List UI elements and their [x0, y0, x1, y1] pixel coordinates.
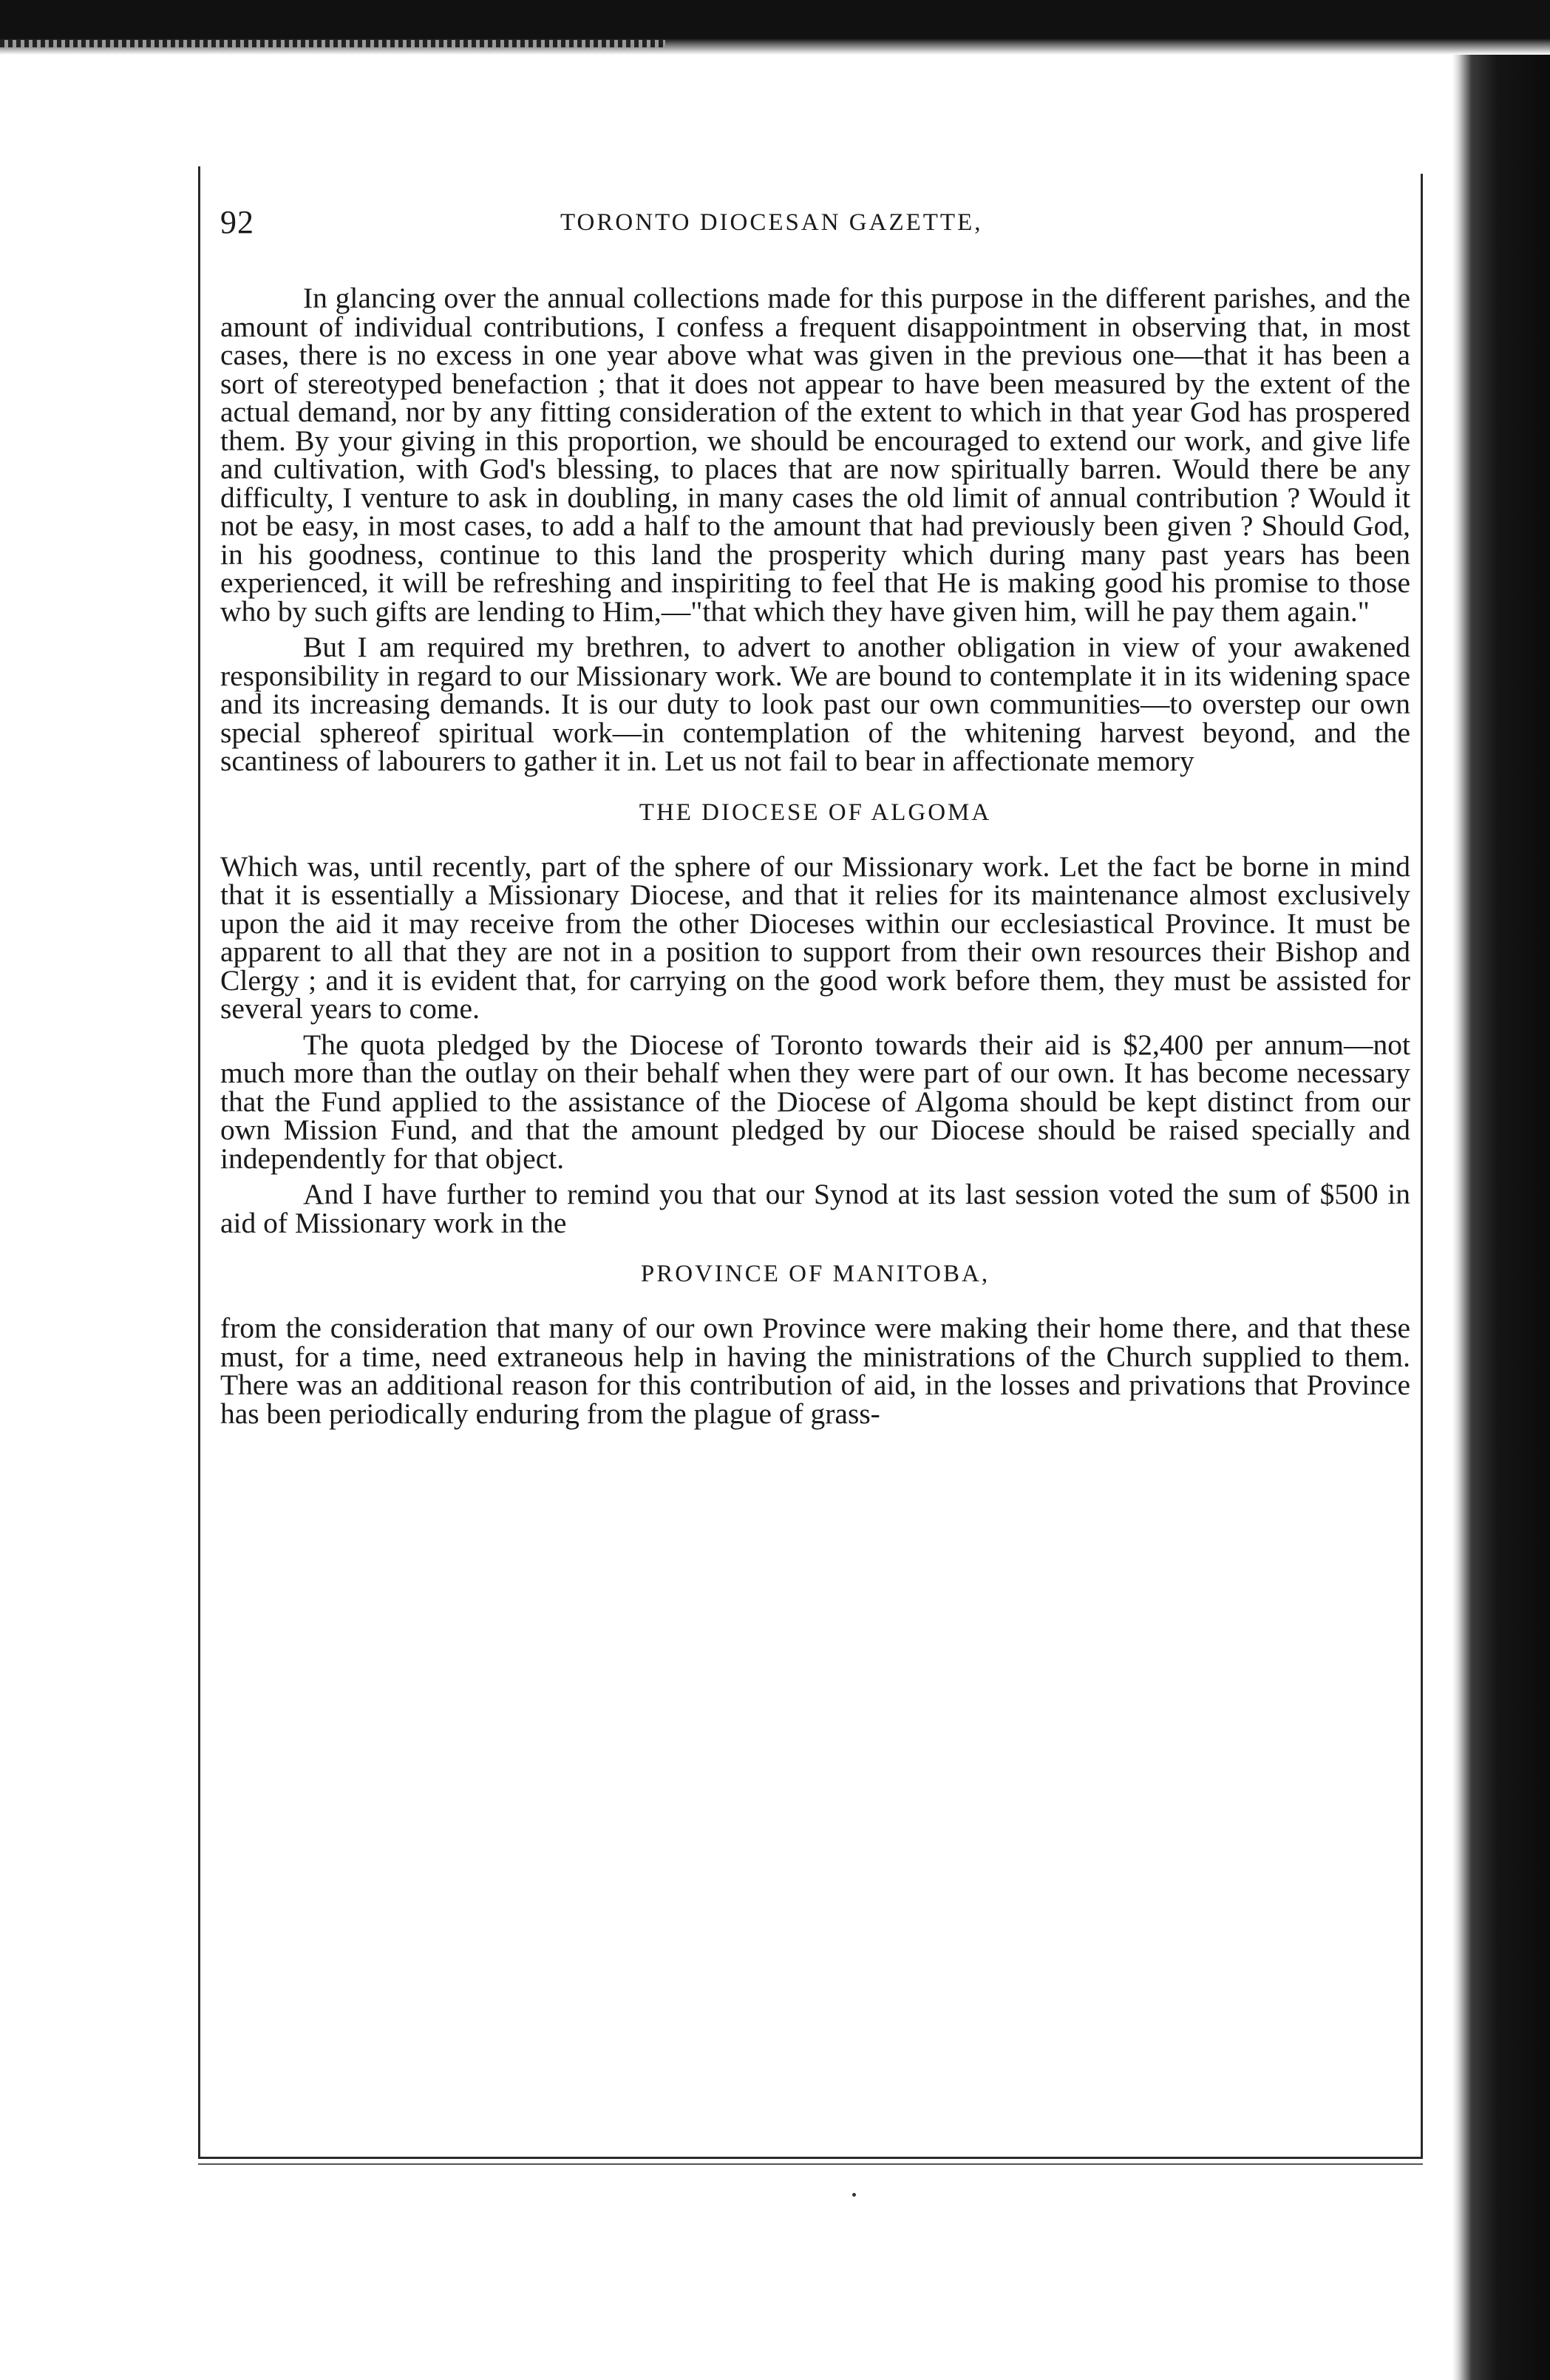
- paragraph: from the consideration that many of our own Province were making their home there, and that these must, for a time, need extraneous help in having the ministrations of the Church supplied to them. There was an additional reason for this contribution of aid, in the losses and privations that Province has been periodically enduring from the plague of grass-: [220, 1312, 1410, 1430]
- page-header: [220, 203, 1418, 255]
- page-number: 92: [220, 204, 254, 240]
- scan-binding-shadow: [1452, 55, 1550, 2380]
- page-frame-bottom-rule-inner: [198, 2163, 1423, 2165]
- running-title: TORONTO DIOCESAN GAZETTE,: [560, 209, 983, 236]
- paragraph: The quota pledged by the Diocese of Toronto towards their aid is $2,400 per annum—not much more than the outlay on their behalf when they were part of our own. It has become necessary that the Fund applied to the assistance of the Diocese of Algoma should be kept distinct from our own Mission Fund, and that the amount pledged by our Diocese should be raised specially and independently for that object.: [220, 1028, 1410, 1175]
- page-frame-left-rule: [198, 166, 200, 2159]
- paragraph: Which was, until recently, part of the sphere of our Missionary work. Let the fact be borne in mind that it is essentially a Missionary Diocese, and that it relies for its maintenance almost exclusively upon the aid it may receive from the other Dioceses within our ecclesiastical Province. It must be apparent to all that they are not in a position to support from their own resources their Bishop and Clergy ; and it is evident that, for carrying on the good work before them, they must be assisted for several years to come.: [220, 850, 1410, 1025]
- paragraph: In glancing over the annual collections made for this purpose in the different parishes, and the amount of individual contributions, I confess a frequent disappointment in observing that, in most cases, there is no excess in one year above what was given in the previous one—that it has been a sort of stereotyped benefaction ; that it does not appear to have been measured by the extent of the actual demand, nor by any fitting consideration of the extent to which in that year God has prospered them. By your giving in this proportion, we should be encouraged to extend our work, and give life and cultivation, with God's blessing, to places that are now spiritually barren. Would there be any difficulty, I venture to ask in doubling, in many cases the old limit of annual contribution ? Would it not be easy, in most cases, to add a half to the amount that had previously been given ? Should God, in his goodness, continue to this land the prosperity which during many past years has been experienced, it will be refreshing and inspiriting to feel that He is making good his promise to those who by such gifts are lending to Him,—"that which they have given him, will he pay them again.": [220, 282, 1410, 628]
- bottom-mark: [852, 2193, 856, 2197]
- section-heading: THE DIOCESE OF ALGOMA: [639, 799, 992, 826]
- scan-top-edge: [0, 0, 1550, 55]
- paragraph: But I am required my brethren, to advert to another obligation in view of your awakened responsibility in regard to our Missionary work. We are bound to contemplate it in its widening space and its increasing demands. It is our duty to look past our own communities—to overstep our own special sphereof spiritual work—in contemplation of the whitening harvest beyond, and the scantiness of labourers to gather it in. Let us not fail to bear in affectionate memory: [220, 631, 1410, 777]
- section-heading: PROVINCE OF MANITOBA,: [640, 1261, 990, 1287]
- page-frame-right-rule: [1421, 174, 1423, 2159]
- paragraph: And I have further to remind you that our Synod at its last session voted the sum of $500 in aid of Missionary work in the: [220, 1178, 1410, 1239]
- text-column: [220, 284, 1410, 1435]
- page-frame-bottom-rule: [198, 2157, 1423, 2159]
